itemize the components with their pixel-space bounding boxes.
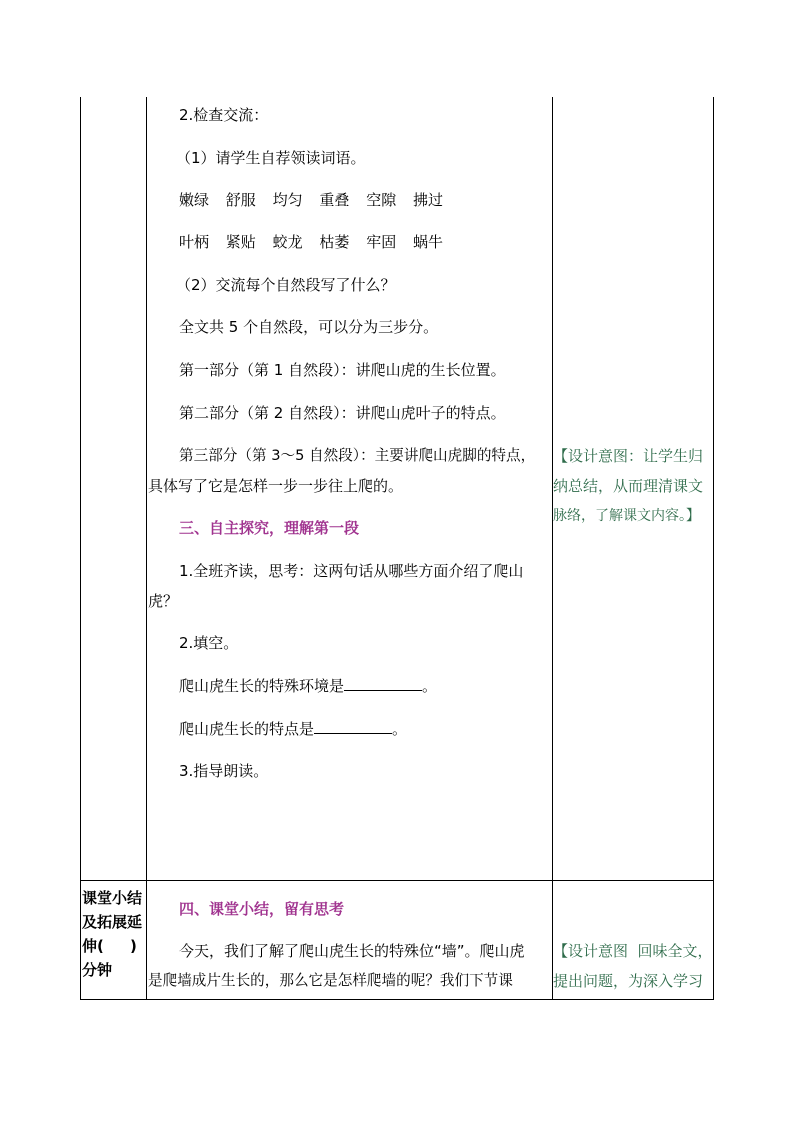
word: 蛟龙 [272,233,303,251]
word: 蜗牛 [412,233,443,251]
question-2: 2.填空。 [179,634,239,652]
word-list-row-1 [179,190,443,210]
design-note-1-line-3: 脉络，了解课文内容。】 [553,508,700,524]
fill-blank-1-suffix: 。 [422,677,438,695]
row-label-line-1: 课堂小结 [82,889,143,907]
design-note-2-line-2: 提出问题，为深入学习 [553,972,704,990]
design-note-1-line-1: 【设计意图：让学生归 [553,447,704,465]
paragraph-overview: 全文共 5 个自然段，可以分为三步分。 [179,318,439,336]
word: 牢固 [366,233,397,251]
check-title: 2.检查交流： [179,106,269,124]
word: 嫩绿 [179,191,210,209]
word: 均匀 [272,191,303,209]
word: 紧贴 [225,233,256,251]
paragraph-part-1: 第一部分（第 1 自然段）：讲爬山虎的生长位置。 [179,361,506,379]
paragraph-part-3-line-2: 具体写了它是怎样一步一步往上爬的。 [148,477,404,495]
row-label-line-4: 分钟 [82,961,113,979]
table-row-divider [80,880,714,881]
table-divider-1 [146,97,147,1000]
question-3: 3.指导朗读。 [179,762,269,780]
sub-question-1: （1）请学生自荐领读词语。 [176,149,366,167]
blank-line [344,676,422,691]
word: 空隙 [366,191,397,209]
blank-line [314,719,392,734]
sub-question-2: （2）交流每个自然段写了什么？ [176,276,396,294]
word: 叶柄 [179,233,210,251]
word: 重叠 [319,191,350,209]
summary-line-2: 是爬墙成片生长的，那么它是怎样爬墙的呢？我们下节课 [148,972,513,989]
fill-blank-2 [179,719,407,739]
table-border-bottom [80,999,714,1000]
question-1-line-1: 1.全班齐读，思考：这两句话从哪些方面介绍了爬山 [179,562,524,580]
word: 拂过 [412,191,443,209]
fill-blank-1-prefix: 爬山虎生长的特殊环境是 [179,677,345,695]
row-label-line-2: 及拓展延 [82,913,143,931]
fill-blank-2-suffix: 。 [392,720,408,738]
word-list-row-2 [179,232,443,252]
section-heading-3: 三、自主探究，理解第一段 [179,519,360,537]
design-note-1-line-2: 纳总结，从而理清课文 [553,477,704,495]
word: 枯萎 [319,233,350,251]
section-heading-4: 四、课堂小结，留有思考 [179,900,345,918]
design-note-2-line-1: 【设计意图 回味全文， [553,942,713,960]
row-label-line-3: 伸( ) [82,937,137,955]
table-border-right [713,97,714,1000]
summary-line-1: 今天，我们了解了爬山虎生长的特殊位“墙”。爬山虎 [179,942,525,960]
fill-blank-1 [179,676,437,696]
table-divider-2 [552,97,553,1000]
table-border-left [80,97,81,1000]
word: 舒服 [225,191,256,209]
paragraph-part-2: 第二部分（第 2 自然段）：讲爬山虎叶子的特点。 [179,404,506,422]
fill-blank-2-prefix: 爬山虎生长的特点是 [179,720,315,738]
question-1-line-2: 虎？ [148,592,179,610]
paragraph-part-3-line-1: 第三部分（第 3～5 自然段）：主要讲爬山虎脚的特点， [179,447,536,464]
